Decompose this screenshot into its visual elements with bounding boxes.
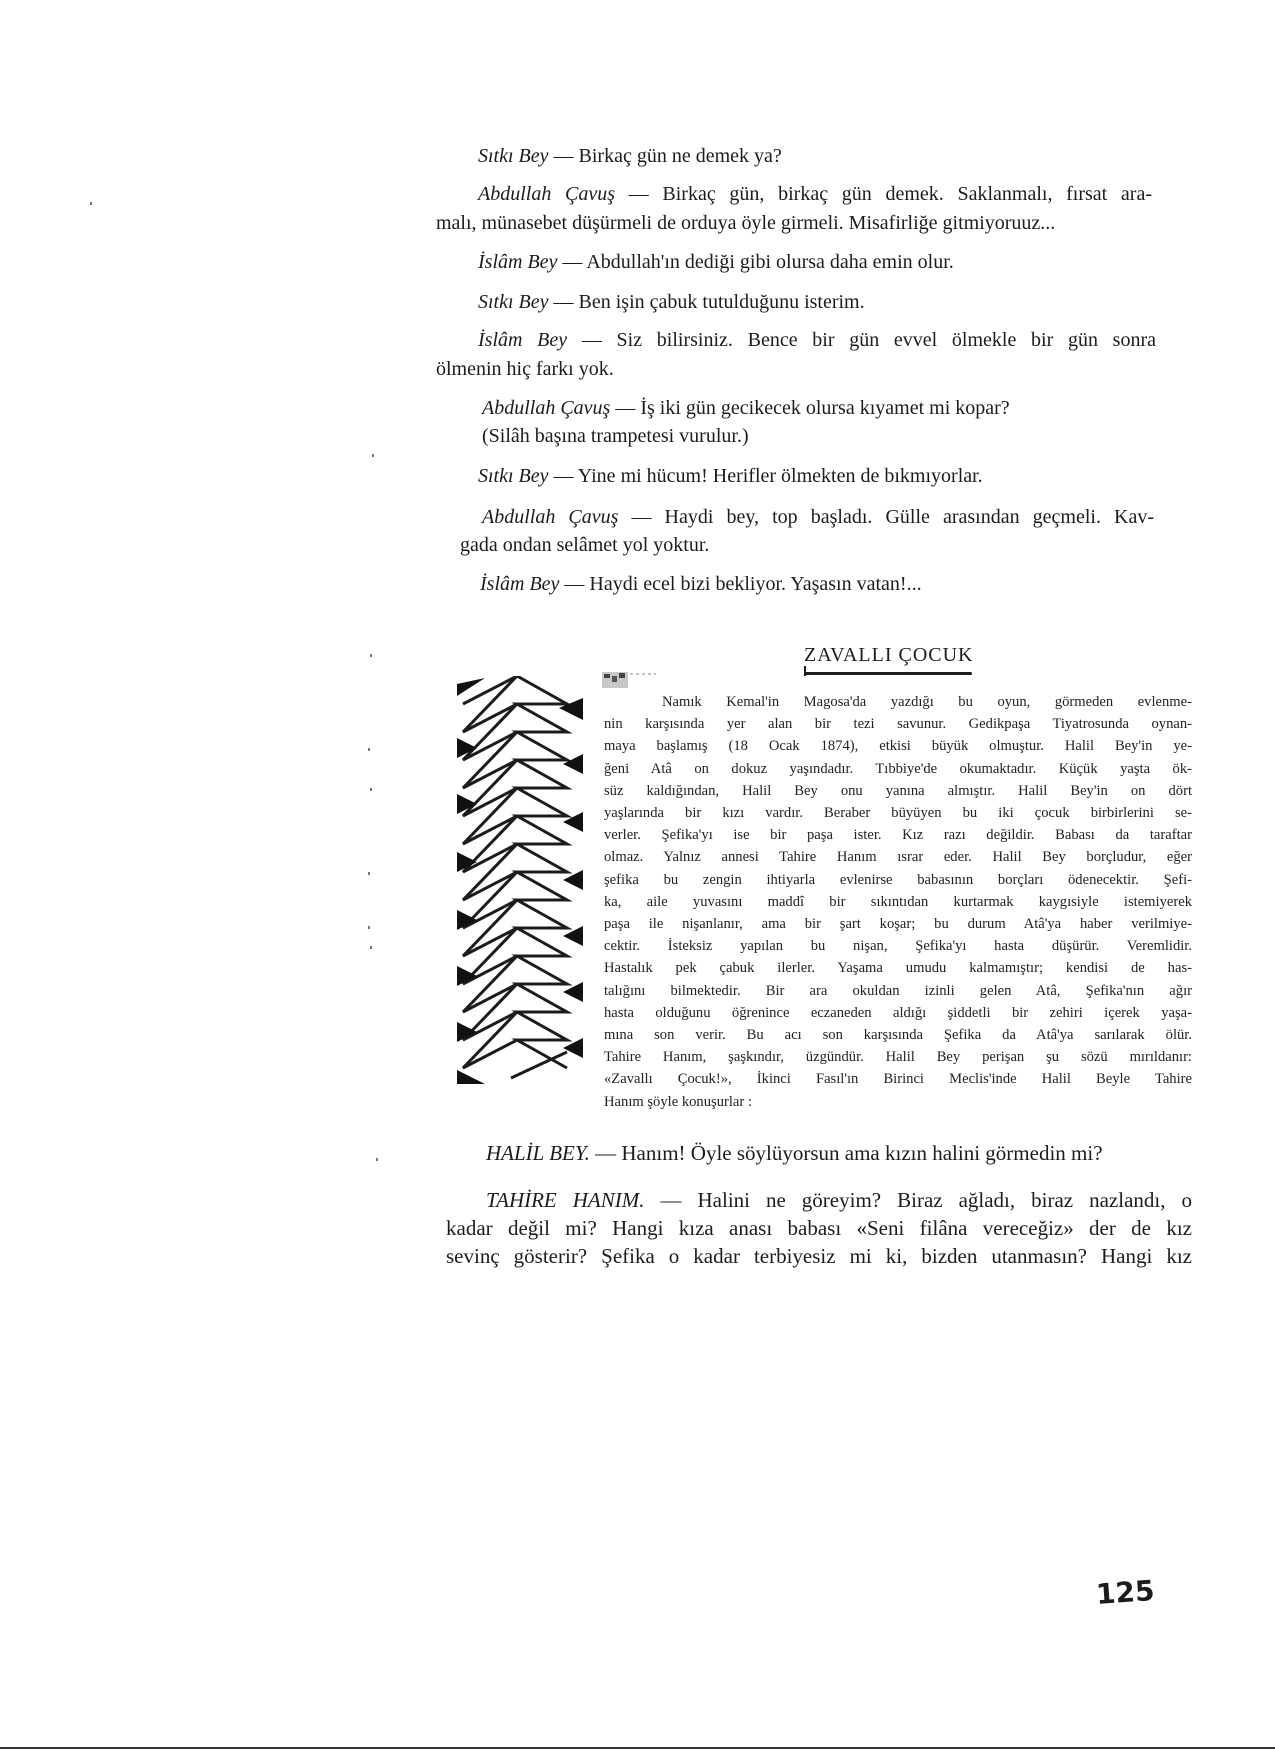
summary-line: Hastalık pek çabuk ilerler. Yaşama umudu kalmamıştır; kendisi de has- <box>604 960 1192 977</box>
dialogue-continuation: gada ondan selâmet yol yoktur. <box>460 534 710 556</box>
summary-line: ka, aile yuvasını maddî bir sıkıntıdan kurtarmak kaygısiyle istemiyerek <box>604 893 1192 910</box>
line-text: — Halini ne göreyim? Biraz ağladı, biraz nazlandı, o <box>644 1188 1192 1212</box>
line-text: — Birkaç gün ne demek ya? <box>548 145 782 167</box>
summary-line: yaşlarında bir kızı vardır. Beraber büyüyen bu iki çocuk birbirlerini se- <box>604 805 1192 822</box>
scan-bottom-edge <box>0 1747 1275 1749</box>
dialogue-line <box>478 290 865 314</box>
play-summary <box>604 691 1192 1113</box>
dialogue-line <box>478 182 1152 206</box>
line-text: — Haydi bey, top başladı. Gülle arasından geçmeli. Kav- <box>618 506 1154 528</box>
line-text: — İş iki gün gecikecek olursa kıyamet mi kopar? <box>610 397 1010 419</box>
summary-line: şefika bu zengin ihtiyarla evlenirse babasının borçları ödenecektir. Şefi- <box>604 871 1192 888</box>
summary-line: maya başlamış (18 Ocak 1874), etkisi büyük olmuştur. Halil Bey'in ye- <box>604 738 1192 755</box>
summary-line: ğeni Atâ on dokuz yaşındadır. Tıbbiye'de okumaktadır. Küçük yaşta ök- <box>604 760 1192 777</box>
zigzag-ornament <box>455 676 587 1088</box>
speaker-name: Abdullah Çavuş <box>482 506 619 528</box>
summary-line: olmaz. Yalnız annesi Tahire Hanım ısrar eder. Halil Bey borçludur, eğer <box>604 849 1192 866</box>
summary-line: «Zavallı Çocuk!», İkinci Fasıl'ın Birinci Meclis'inde Halil Beyle Tahire <box>604 1071 1192 1088</box>
line-text: — Abdullah'ın dediği gibi olursa daha emin olur. <box>557 251 954 273</box>
line-text: — Haydi ecel bizi bekliyor. Yaşasın vatan!... <box>559 573 922 595</box>
dialogue-continuation: malı, münasebet düşürmeli de orduya öyle girmeli. Misafirliğe gitmiyoruuz... <box>436 212 1056 234</box>
speaker-name: HALİL BEY. <box>486 1141 590 1165</box>
dialogue-line <box>478 464 983 488</box>
speaker-name: Abdullah Çavuş <box>478 183 616 205</box>
dialogue-line <box>478 328 1156 352</box>
speaker-name: İslâm Bey <box>478 329 568 351</box>
scan-mark <box>370 946 372 949</box>
line-text: — Hanım! Öyle söylüyorsun ama kızın halini görmedin mi? <box>589 1141 1103 1165</box>
dialogue-line <box>478 250 954 274</box>
speaker-name: Sıtkı Bey <box>478 145 549 167</box>
summary-line: Namık Kemal'in Magosa'da yazdığı bu oyun, görmeden evlenme- <box>662 694 1192 710</box>
page-number: 125 <box>1094 1574 1156 1611</box>
dialogue-continuation: kadar değil mi? Hangi kıza anası babası «Seni filâna vereceğiz» der de kız <box>446 1216 1192 1240</box>
dialogue-line <box>482 396 1010 420</box>
speaker-name: Sıtkı Bey <box>478 291 549 313</box>
speaker-name: İslâm Bey <box>480 573 560 595</box>
dialogue-continuation: ölmenin hiç farkı yok. <box>436 358 614 380</box>
scan-mark <box>368 872 370 875</box>
speaker-name: Abdullah Çavuş <box>482 397 611 419</box>
dialogue-line <box>486 1141 1103 1165</box>
stage-direction: (Silâh başına trampetesi vurulur.) <box>482 425 749 447</box>
summary-line: süz kaldığından, Halil Bey onu yanına almıştır. Halil Bey'in on dört <box>604 782 1192 799</box>
title-underline-hook <box>804 666 806 676</box>
summary-line: cektir. İsteksiz yapılan bu nişan, Şefika'yı hasta düşürür. Veremlidir. <box>604 938 1192 955</box>
dialogue-line <box>486 1188 1192 1212</box>
scan-mark <box>370 788 372 791</box>
scan-mark <box>372 454 374 457</box>
section-title: ZAVALLI ÇOCUK <box>804 644 974 666</box>
title-underline <box>804 672 972 675</box>
scan-mark <box>376 1158 378 1161</box>
summary-line: talığını bilmektedir. Bir ara okuldan izinli gelen Atâ, Şefika'nın ağır <box>604 982 1192 999</box>
dialogue-line <box>482 505 1154 529</box>
line-text: — Birkaç gün, birkaç gün demek. Saklanmalı, fırsat ara- <box>615 183 1152 205</box>
scan-mark <box>370 654 372 657</box>
speaker-name: Sıtkı Bey <box>478 465 549 487</box>
speaker-name: TAHİRE HANIM. <box>486 1188 645 1212</box>
summary-line: Hanım şöyle konuşurlar : <box>604 1093 752 1110</box>
dialogue-line <box>480 572 922 596</box>
line-text: — Yine mi hücum! Herifler ölmekten de bıkmıyorlar. <box>548 465 983 487</box>
summary-line: verler. Şefika'yı ise bir paşa ister. Kız razı değildir. Babası da taraftar <box>604 827 1192 844</box>
dialogue-line <box>478 144 782 168</box>
scan-mark <box>368 748 370 751</box>
speaker-name: İslâm Bey <box>478 251 558 273</box>
summary-line: mına son verir. Bu acı son karşısında Şefika da Atâ'ya sarılarak ölür. <box>604 1027 1192 1044</box>
dialogue-continuation: sevinç gösterir? Şefika o kadar terbiyesiz mi ki, bizden utanmasın? Hangi kız <box>446 1244 1192 1268</box>
summary-line: hasta olduğunu öğrenince eczaneden aldığı şiddetli bir zehiri içerek yaşa- <box>604 1004 1192 1021</box>
line-text: — Ben işin çabuk tutulduğunu isterim. <box>548 291 865 313</box>
summary-line: nin karşısında yer alan bir tezi savunur. Gedikpaşa Tiyatrosunda oynan- <box>604 716 1192 733</box>
summary-line: Tahire Hanım, şaşkındır, üzgündür. Halil Bey perişan şu sözü mırıldanır: <box>604 1049 1192 1066</box>
summary-line: paşa ile nişanlanır, ama bir şart koşar; bu durum Atâ'ya haber verilmiye- <box>604 916 1192 933</box>
scan-mark <box>368 926 370 929</box>
scan-mark <box>90 202 92 205</box>
line-text: — Siz bilirsiniz. Bence bir gün evvel ölmekle bir gün sonra <box>567 329 1156 351</box>
